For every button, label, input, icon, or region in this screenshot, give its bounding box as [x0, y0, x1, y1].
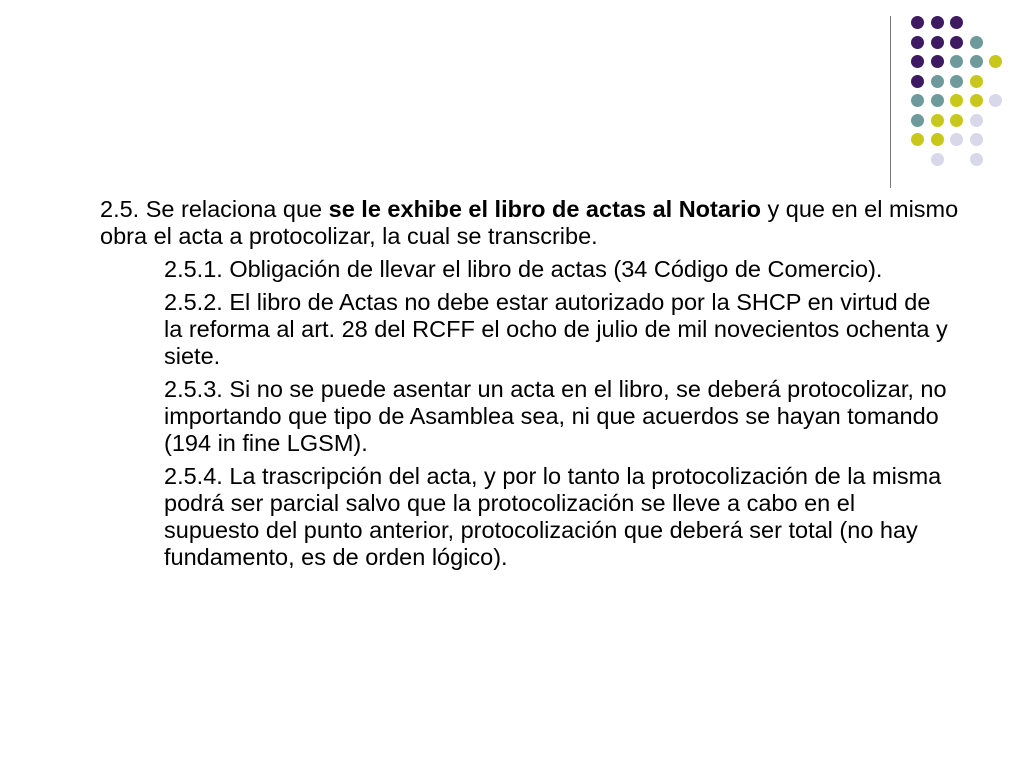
- intro-bold: se le exhibe el libro de actas al Notario: [328, 196, 761, 222]
- decorative-dot: [970, 114, 983, 127]
- decorative-dot: [970, 36, 983, 49]
- decorative-dot: [911, 55, 924, 68]
- slide-body: [100, 196, 960, 577]
- decorative-dot: [931, 36, 944, 49]
- decorative-dot: [911, 133, 924, 146]
- subitem-2-5-3: 2.5.3. Si no se puede asentar un acta en el libro, se deberá protocolizar, no importando que tipo de Asamblea sea, ni que acuerdos se hayan tomando (194 in fine LGSM).: [164, 376, 947, 456]
- decorative-dot: [970, 55, 983, 68]
- decorative-dot: [911, 36, 924, 49]
- decorative-dot: [989, 55, 1002, 68]
- decorative-dot: [950, 114, 963, 127]
- decorative-dot: [911, 75, 924, 88]
- decorative-dot-grid: [0, 0, 1024, 200]
- decorative-dot: [931, 114, 944, 127]
- subitem-2-5-1: 2.5.1. Obligación de llevar el libro de actas (34 Código de Comercio).: [164, 256, 883, 282]
- decorative-dot: [989, 94, 1002, 107]
- decorative-dot: [950, 16, 963, 29]
- decorative-dot: [911, 94, 924, 107]
- decorative-dot: [970, 153, 983, 166]
- decorative-dot: [931, 133, 944, 146]
- decorative-dot: [950, 36, 963, 49]
- subitem-2-5-2: 2.5.2. El libro de Actas no debe estar autorizado por la SHCP en virtud de la reforma al art. 28 del RCFF el ocho de julio de mil novecientos ochenta y siete.: [164, 289, 948, 369]
- decorative-dot: [970, 133, 983, 146]
- subitem-2-5-4: 2.5.4. La trascripción del acta, y por lo tanto la protocolización de la misma podrá ser parcial salvo que la protocolización se lleve a cabo en el supuesto del punto anterior, protocolización que deberá ser total (no hay fundamento, es de orden lógico).: [164, 463, 942, 570]
- decorative-dot: [931, 94, 944, 107]
- decorative-dot: [931, 153, 944, 166]
- decorative-dot: [950, 75, 963, 88]
- divider-line: [890, 16, 891, 188]
- decorative-dot: [931, 75, 944, 88]
- decorative-dot: [931, 16, 944, 29]
- decorative-dot: [931, 55, 944, 68]
- decorative-dot: [950, 55, 963, 68]
- decorative-dot: [950, 94, 963, 107]
- decorative-dot: [911, 16, 924, 29]
- decorative-dot: [911, 114, 924, 127]
- decorative-dot: [950, 133, 963, 146]
- intro-paragraph: [100, 196, 960, 250]
- decorative-dot: [970, 75, 983, 88]
- intro-prefix: 2.5. Se relaciona que: [100, 196, 329, 222]
- intro-suffix: y que en el mismo obra el acta a protocolizar, la cual se transcribe.: [100, 196, 959, 249]
- decorative-dot: [970, 94, 983, 107]
